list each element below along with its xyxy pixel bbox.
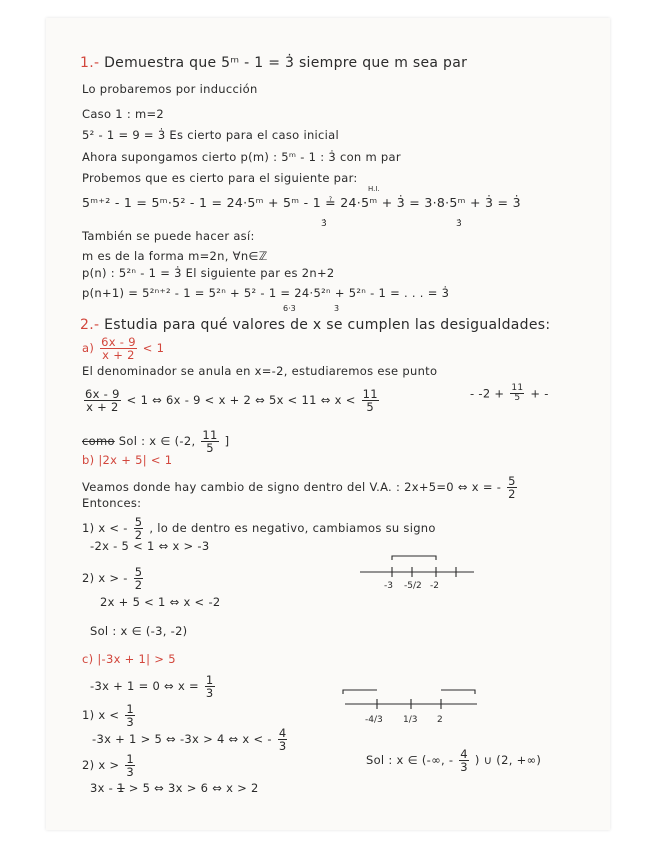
underbrace-label-1: 3̇ — [321, 219, 327, 229]
fraction-numerator: 4 — [278, 726, 287, 740]
fraction-numerator: 6x - 9 — [101, 335, 136, 349]
part-a-relation: < 1 — [142, 341, 165, 356]
base-case-check: 5² - 1 = 9 = 3̇ Es cierto para el caso inicial — [82, 128, 340, 142]
induction-step-equation: 5ᵐ⁺² - 1 = 5ᵐ·5² - 1 = 24·5ᵐ + 5ᵐ - 1 ≟ 24·5ᵐ + 3̇ = 3·8·5ᵐ + 3̇ = 3̇ — [82, 195, 521, 210]
part-a-label: a) — [82, 341, 95, 356]
case-b2 — [82, 566, 145, 591]
case-c2-left: 3x - — [90, 781, 114, 795]
p-n-definition: p(n) : 5²ⁿ - 1 = 3̇ El siguiente par es 2n+2 — [82, 266, 335, 280]
case-b2-fraction — [134, 566, 144, 591]
part-a-statement — [82, 336, 164, 361]
exercise-2-statement: Estudia para qué valores de x se cumplen las desigualdades: — [104, 317, 551, 333]
induction-intro: Lo probaremos por inducción — [82, 82, 258, 96]
root-equation: -3x + 1 = 0 ⇔ x = — [90, 679, 199, 694]
fraction-denominator: 2 — [508, 487, 516, 502]
fraction-numerator: 1 — [126, 702, 134, 716]
crossed-out-word: como — [82, 434, 115, 449]
solution-union: ) ∪ (2, +∞) — [474, 753, 542, 768]
fraction-numerator: 11 — [202, 428, 218, 442]
fraction-denominator: 3 — [460, 760, 468, 775]
case-c1-fraction — [125, 703, 135, 728]
part-b-statement: b) |2x + 5| < 1 — [82, 453, 173, 467]
fraction-numerator: 1 — [126, 752, 134, 766]
sign-change-text: Veamos donde hay cambio de signo dentro del V.A. : 2x+5=0 ⇔ x = - — [82, 480, 502, 495]
solution-text: Sol : x ∈ (-∞, - — [366, 753, 454, 768]
tick-label: 1/3 — [403, 715, 418, 725]
sign-chart-fraction — [510, 384, 524, 404]
case-c1-solving — [92, 727, 289, 752]
exercise-1-heading — [80, 56, 467, 70]
denominator-note: El denominador se anula en x=-2, estudiaremos ese punto — [82, 364, 438, 378]
exercise-1-number: 1.- — [80, 55, 100, 71]
exercise-2-heading — [80, 318, 550, 332]
case-b1-condition: 1) x < - — [82, 521, 128, 536]
base-case-label: Caso 1 : m=2 — [82, 107, 165, 121]
fraction-denominator: x + 2 — [86, 400, 119, 415]
underbrace-label-4: 3̇ — [334, 304, 340, 313]
fraction-numerator: 5 — [134, 565, 143, 579]
case-c1-condition: 1) x < — [82, 708, 120, 723]
case-c1-chain: -3x + 1 > 5 ⇔ -3x > 4 ⇔ x < - — [92, 732, 272, 747]
fraction-denominator: 2 — [134, 578, 143, 593]
tick-label: -2 — [430, 581, 439, 591]
fraction-denominator: 3 — [126, 715, 134, 730]
exercise-1-statement: Demuestra que 5ᵐ - 1 = 3̇ siempre que m sea par — [104, 55, 468, 71]
case-c2-fraction — [125, 753, 135, 778]
solution-fraction — [201, 429, 218, 454]
left-interval-bracket — [343, 690, 377, 694]
alternative-intro: También se puede hacer así: — [82, 229, 255, 243]
m-form: m es de la forma m=2n, ∀n∈ℤ — [82, 249, 268, 263]
solving-fraction — [84, 388, 121, 413]
sign-chart-left: - -2 + — [470, 386, 505, 401]
fraction-numerator: 5 — [508, 474, 516, 488]
p-n-plus-1-equation: p(n+1) = 5²ⁿ⁺² - 1 = 5²ⁿ + 5² - 1 = 24·5²ⁿ + 5²ⁿ - 1 = . . . = 3̇ — [82, 286, 450, 300]
fraction-numerator: 1 — [205, 673, 214, 687]
fraction-numerator: 11 — [362, 387, 378, 401]
fraction-numerator: 5 — [134, 515, 143, 529]
case-c2-solving — [90, 783, 259, 795]
crossed-out-term: 1 — [117, 781, 125, 795]
sign-chart-a — [470, 384, 549, 404]
fraction-numerator: 4 — [460, 747, 468, 761]
sign-change-fraction — [507, 475, 517, 500]
case-c2-chain: > 5 ⇔ 3x > 6 ⇔ x > 2 — [128, 781, 259, 795]
exercise-2-number: 2.- — [80, 317, 100, 333]
result-fraction — [362, 388, 379, 413]
part-b-solution: Sol : x ∈ (-3, -2) — [90, 624, 188, 638]
fraction-denominator: 5 — [514, 393, 521, 404]
case-c1-result-fraction — [278, 727, 288, 752]
induction-goal: Probemos que es cierto para el siguiente par: — [82, 171, 358, 185]
fraction-numerator: 11 — [511, 383, 524, 393]
fraction-denominator: 3 — [205, 686, 214, 701]
tick-label: 2 — [437, 715, 443, 725]
part-c-root — [90, 674, 217, 699]
fraction-denominator: 2 — [134, 528, 143, 543]
fraction-denominator: 5 — [366, 400, 375, 415]
fraction-denominator: x + 2 — [102, 348, 135, 363]
number-line-b — [356, 550, 476, 604]
case-c1 — [82, 703, 137, 728]
sign-chart-right: + - — [530, 386, 549, 401]
case-b2-condition: 2) x > - — [82, 571, 128, 586]
case-b2-solving: 2x + 5 < 1 ⇔ x < -2 — [100, 595, 221, 609]
number-line-c — [341, 682, 481, 738]
sign-change-note — [82, 475, 519, 500]
case-c2 — [82, 753, 137, 778]
tick-label: -4/3 — [365, 715, 383, 725]
part-c-solution — [366, 748, 541, 773]
part-a-fraction — [100, 336, 137, 361]
induction-hypothesis: Ahora supongamos cierto p(m) : 5ᵐ - 1 : 3̇ con m par — [82, 150, 401, 164]
case-b1-solving: -2x - 5 < 1 ⇔ x > -3 — [90, 539, 210, 553]
fraction-denominator: 3 — [278, 739, 287, 754]
solution-text: Sol : x ∈ (-2, — [118, 434, 196, 449]
right-interval-bracket — [441, 690, 475, 694]
fraction-numerator: 6x - 9 — [85, 387, 120, 401]
interval-close: ] — [224, 434, 230, 449]
fraction-denominator: 3 — [126, 765, 134, 780]
fraction-denominator: 5 — [206, 441, 214, 456]
interval-bracket — [392, 556, 436, 560]
solving-chain: < 1 ⇔ 6x - 9 < x + 2 ⇔ 5x < 11 ⇔ x < — [126, 393, 356, 408]
case-b1 — [82, 516, 436, 541]
then-label: Entonces: — [82, 496, 142, 510]
part-a-solution — [82, 429, 229, 454]
case-b1-fraction — [134, 516, 144, 541]
hypothesis-mark: H.I. — [368, 185, 380, 193]
underbrace-label-2: 3̇ — [456, 219, 462, 229]
tick-label: -5/2 — [404, 581, 422, 591]
underbrace-label-3: 6·3 — [283, 304, 296, 313]
part-a-solving — [82, 388, 381, 413]
root-fraction — [205, 674, 215, 699]
tick-label: -3 — [384, 581, 393, 591]
part-c-statement: c) |-3x + 1| > 5 — [82, 652, 176, 666]
case-b1-note: , lo de dentro es negativo, cambiamos su signo — [149, 521, 436, 536]
case-c2-condition: 2) x > — [82, 758, 120, 773]
solution-fraction — [459, 748, 469, 773]
notebook-page — [46, 18, 610, 830]
